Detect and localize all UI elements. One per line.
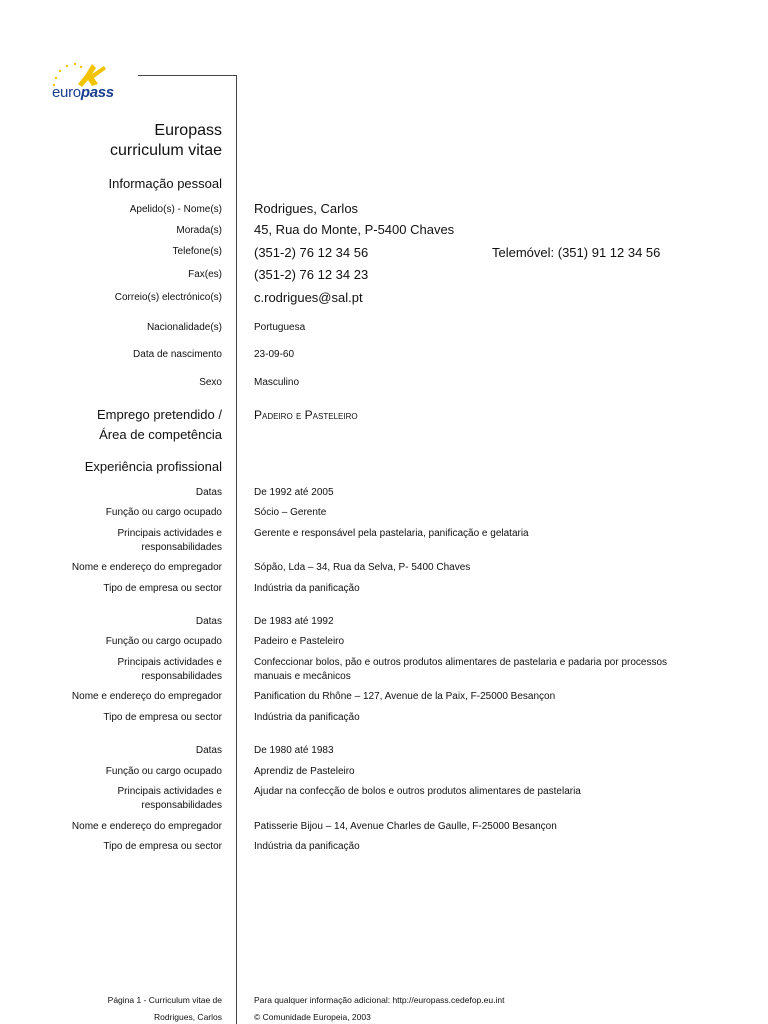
entry1-dates: De 1992 até 2005 bbox=[254, 487, 334, 498]
footer-info-line1: Para qualquer informação adicional: http://europass.cedefop.eu.int bbox=[254, 995, 505, 1005]
email-label: Correio(s) electrónico(s) bbox=[114, 292, 222, 303]
footer-info-line2: © Comunidade Europeia, 2003 bbox=[254, 1012, 371, 1022]
activities-label-line1: Principais actividades e bbox=[117, 786, 222, 797]
desired-job-value: Padeiro e Pasteleiro bbox=[254, 408, 358, 422]
dates-label: Datas bbox=[195, 616, 222, 627]
phone-label: Telefone(s) bbox=[172, 246, 222, 257]
birth-date-label: Data de nascimento bbox=[133, 349, 222, 360]
entry1-role: Sócio – Gerente bbox=[254, 507, 327, 518]
entry2-sector: Indústria da panificação bbox=[254, 712, 360, 723]
entry3-activities: Ajudar na confecção de bolos e outros produtos alimentares de pastelaria bbox=[254, 786, 581, 797]
activities-label-line2: responsabilidades bbox=[141, 542, 222, 553]
entry3-dates: De 1980 até 1983 bbox=[254, 745, 334, 756]
sex-value: Masculino bbox=[254, 377, 300, 388]
entry3-sector: Indústria da panificação bbox=[254, 841, 360, 852]
entry2-role: Padeiro e Pasteleiro bbox=[254, 636, 345, 647]
dates-label: Datas bbox=[195, 745, 222, 756]
email-value: c.rodrigues@sal.pt bbox=[254, 290, 363, 305]
name-label: Apelido(s) - Nome(s) bbox=[129, 204, 222, 215]
sector-label: Tipo de empresa ou sector bbox=[103, 583, 222, 594]
section-work-experience: Experiência profissional bbox=[84, 459, 222, 474]
footer-page-line1: Página 1 - Curriculum vitae de bbox=[107, 995, 222, 1005]
entry3-employer: Patisserie Bijou – 14, Avenue Charles de Gaulle, F-25000 Besançon bbox=[254, 821, 557, 832]
name-value: Rodrigues, Carlos bbox=[254, 201, 359, 216]
role-label: Função ou cargo ocupado bbox=[105, 766, 222, 777]
logo-wordmark: europass bbox=[52, 84, 114, 101]
cv-title-line2: curriculum vitae bbox=[109, 142, 222, 159]
activities-label-line1: Principais actividades e bbox=[117, 528, 222, 539]
phone-value: (351-2) 76 12 34 56 bbox=[254, 245, 369, 260]
activities-label-line2: responsabilidades bbox=[141, 671, 222, 682]
entry1-activities: Gerente e responsável pela pastelaria, panificação e gelataria bbox=[254, 528, 529, 539]
cv-title-line1: Europass bbox=[154, 122, 222, 139]
sector-label: Tipo de empresa ou sector bbox=[103, 712, 222, 723]
address-value: 45, Rua do Monte, P-5400 Chaves bbox=[254, 222, 455, 237]
birth-date-value: 23-09-60 bbox=[254, 349, 295, 360]
sector-label: Tipo de empresa ou sector bbox=[103, 841, 222, 852]
employer-label: Nome e endereço do empregador bbox=[71, 821, 222, 832]
activities-label-line1: Principais actividades e bbox=[117, 657, 222, 668]
role-label: Função ou cargo ocupado bbox=[105, 507, 222, 518]
entry1-employer: Sópão, Lda – 34, Rua da Selva, P- 5400 Chaves bbox=[254, 562, 471, 573]
fax-label: Fax(es) bbox=[188, 269, 222, 280]
entry2-activities-line2: manuais e mecânicos bbox=[254, 671, 351, 682]
column-divider bbox=[236, 75, 237, 1024]
section-personal-info: Informação pessoal bbox=[108, 176, 222, 191]
footer-page-line2: Rodrigues, Carlos bbox=[153, 1012, 222, 1022]
sex-label: Sexo bbox=[199, 377, 222, 388]
fax-value: (351-2) 76 12 34 23 bbox=[254, 267, 369, 282]
employer-label: Nome e endereço do empregador bbox=[71, 691, 222, 702]
activities-label-line2: responsabilidades bbox=[141, 800, 222, 811]
mobile-value: Telemóvel: (351) 91 12 34 56 bbox=[492, 245, 661, 260]
dates-label: Datas bbox=[195, 487, 222, 498]
desired-job-label-line2: Área de competência bbox=[99, 427, 222, 442]
entry2-dates: De 1983 até 1992 bbox=[254, 616, 334, 627]
role-label: Função ou cargo ocupado bbox=[105, 636, 222, 647]
nationality-value: Portuguesa bbox=[254, 322, 306, 333]
employer-label: Nome e endereço do empregador bbox=[71, 562, 222, 573]
entry2-employer: Panification du Rhône – 127, Avenue de la Paix, F-25000 Besançon bbox=[254, 691, 556, 702]
entry2-activities-line1: Confeccionar bolos, pão e outros produtos alimentares de pastelaria e padaria por processos bbox=[254, 657, 668, 668]
entry3-role: Aprendiz de Pasteleiro bbox=[254, 766, 355, 777]
address-label: Morada(s) bbox=[176, 225, 222, 236]
nationality-label: Nacionalidade(s) bbox=[146, 322, 222, 333]
desired-job-label-line1: Emprego pretendido / bbox=[96, 407, 222, 422]
header-rule bbox=[138, 75, 237, 76]
entry1-sector: Indústria da panificação bbox=[254, 583, 360, 594]
